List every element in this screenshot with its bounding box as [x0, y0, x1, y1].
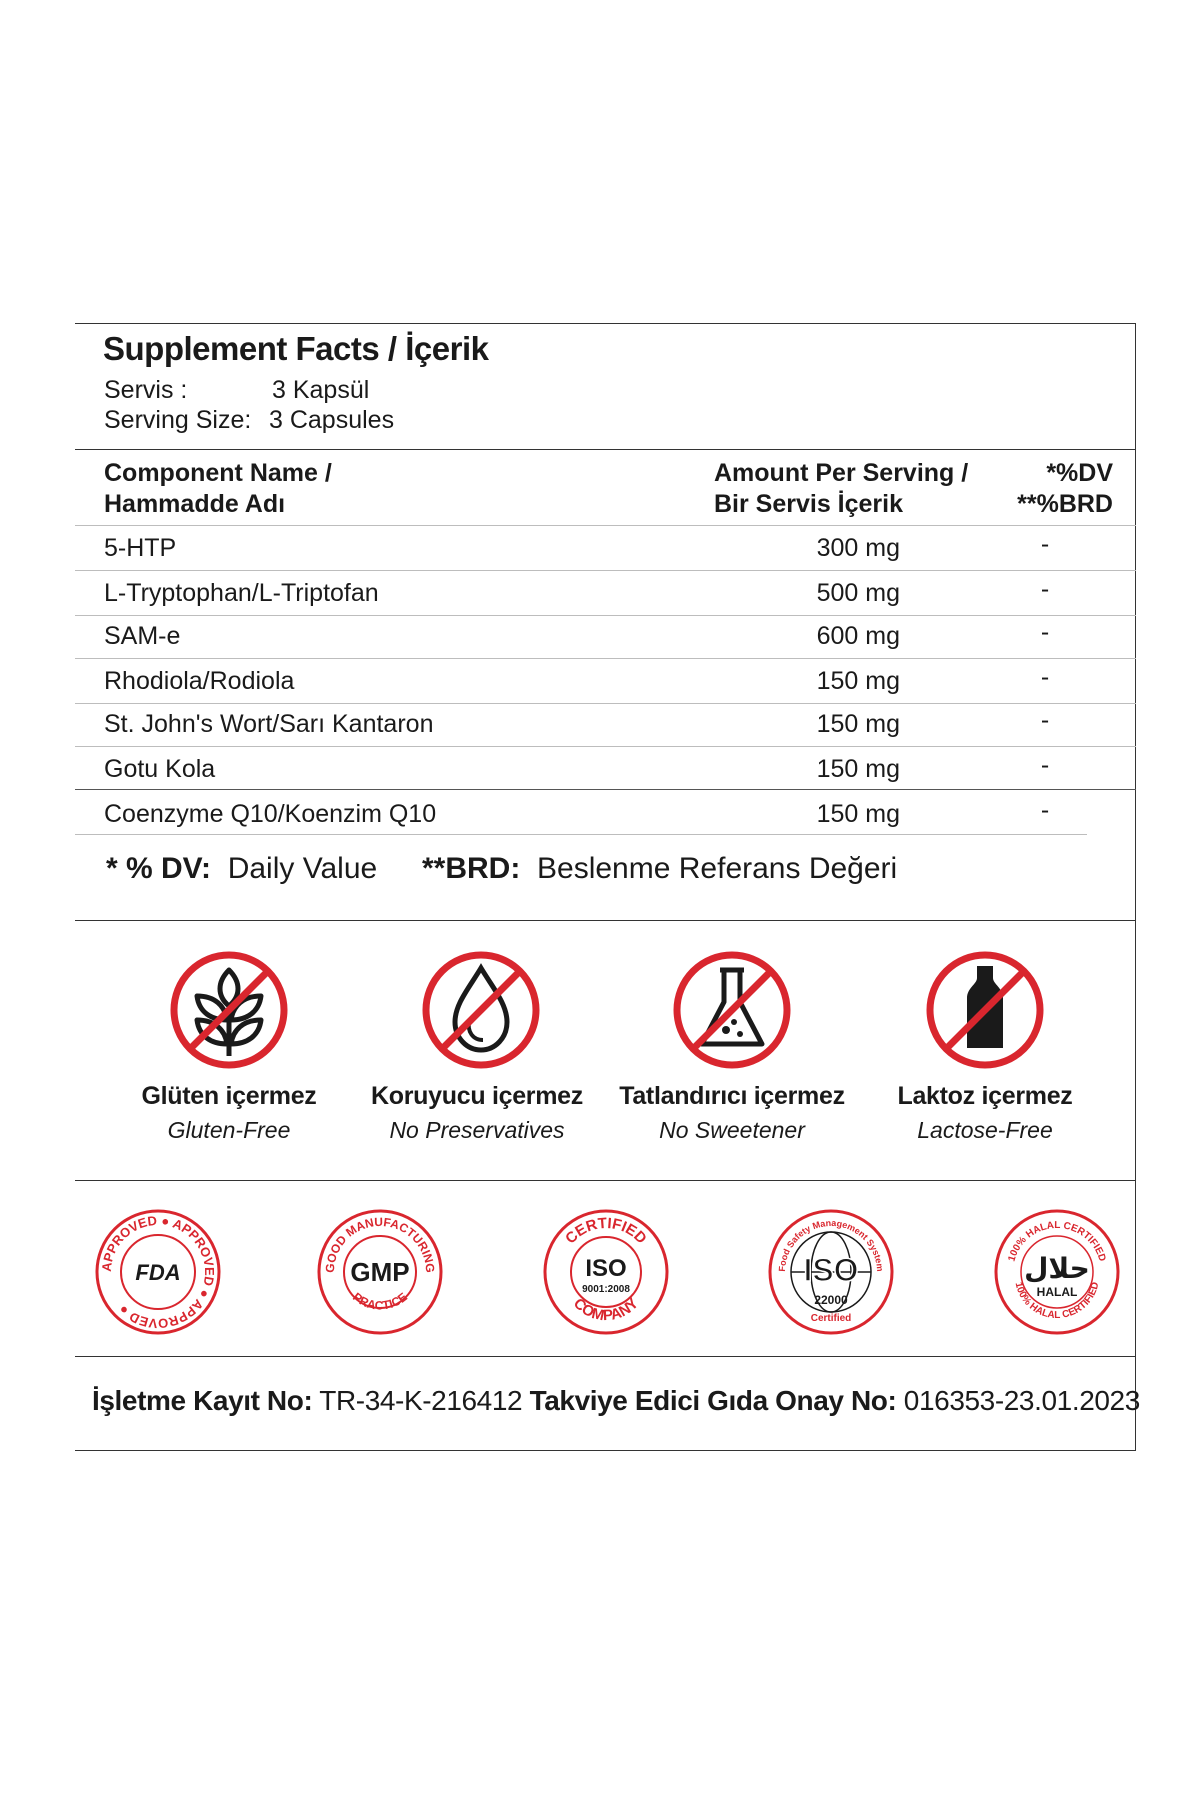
legend-brd-key: **BRD: — [422, 852, 521, 885]
row-amount: 600 mg — [816, 622, 900, 650]
row-dv: - — [1040, 751, 1050, 779]
row-amount: 150 mg — [816, 667, 900, 695]
no-preservatives-icon — [419, 948, 543, 1072]
row-name: Gotu Kola — [104, 755, 216, 783]
no-gluten-icon — [167, 948, 291, 1072]
iso9001-ring-bottom: COMPANY — [570, 1294, 642, 1325]
preservatives-free-en: No Preservatives — [389, 1117, 565, 1143]
row-rule — [75, 746, 1136, 747]
col-header-amount-line2: Bir Servis İçerik — [714, 490, 904, 518]
svg-text:PRACTICE — [350, 1290, 410, 1313]
col-header-amount — [714, 458, 968, 520]
halal-badge — [993, 1208, 1121, 1336]
row-name: L-Tryptophan/L-Triptofan — [104, 579, 379, 607]
registration-footer — [92, 1385, 1140, 1417]
col-header-name — [104, 458, 332, 520]
row-name: Coenzyme Q10/Koenzim Q10 — [104, 800, 437, 828]
row-dv: - — [1040, 530, 1050, 558]
col-header-dv-line2: **%BRD — [1017, 490, 1113, 518]
col-header-name-line2: Hammadde Adı — [104, 490, 286, 518]
col-header-amount-line1: Amount Per Serving / — [714, 459, 969, 487]
row-dv: - — [1040, 618, 1050, 646]
iso22000-sub-text: 22000 — [814, 1293, 848, 1307]
reg-value: TR-34-K-216412 — [319, 1385, 523, 1416]
iso-22000-badge — [767, 1208, 895, 1336]
row-name: St. John's Wort/Sarı Kantaron — [104, 710, 434, 738]
svg-text:COMPANY — [570, 1295, 642, 1324]
halal-arabic-text: حلال — [1024, 1252, 1090, 1285]
row-amount: 300 mg — [816, 534, 900, 562]
row-rule — [75, 658, 1136, 659]
row-dv: - — [1040, 575, 1050, 603]
serving-tr-label: Servis : — [104, 376, 188, 404]
serving-en-label: Serving Size: — [104, 406, 252, 434]
row-amount: 150 mg — [816, 755, 900, 783]
table-header-rule — [75, 525, 1136, 526]
sweetener-free-tr: Tatlandırıcı içermez — [619, 1082, 845, 1110]
page-title: Supplement Facts / İçerik — [103, 330, 489, 367]
iso9001-center-text: ISO — [585, 1255, 627, 1282]
row-amount: 150 mg — [816, 800, 900, 828]
serving-tr-value: 3 Kapsül — [272, 376, 370, 404]
fda-ring-text: APPROVED ● APPROVED ● APPROVED ● — [98, 1212, 218, 1332]
legend-dv-text: Daily Value — [227, 852, 378, 885]
gmp-center-text: GMP — [350, 1257, 410, 1287]
row-name: SAM-e — [104, 622, 181, 650]
legend-dv — [106, 852, 377, 886]
gmp-badge — [316, 1208, 444, 1336]
col-header-name-line1: Component Name / — [104, 459, 332, 487]
reg-label: İşletme Kayıt No: — [92, 1385, 313, 1416]
preservatives-free-tr: Koruyucu içermez — [371, 1082, 583, 1110]
gluten-free-tr: Glüten içermez — [141, 1082, 317, 1110]
approval-label: Takviye Edici Gıda Onay No: — [529, 1385, 897, 1416]
legend-brd — [422, 852, 897, 886]
legend-dv-key: * % DV: — [106, 852, 212, 885]
row-rule — [75, 703, 1136, 704]
row-name: Rhodiola/Rodiola — [104, 667, 295, 695]
no-lactose-icon — [923, 948, 1047, 1072]
iso22000-center-text: ISO — [803, 1252, 859, 1288]
row-name: 5-HTP — [104, 534, 177, 562]
row-dv: - — [1040, 796, 1050, 824]
iso-9001-badge — [542, 1208, 670, 1336]
row-rule — [75, 570, 1136, 571]
iso9001-sub-text: 9001:2008 — [582, 1284, 630, 1295]
section-divider — [75, 920, 1136, 921]
halal-ring-top: 100% HALAL CERTIFIED — [1006, 1219, 1108, 1263]
section-divider — [75, 1180, 1136, 1181]
lactose-free-en: Lactose-Free — [917, 1117, 1053, 1143]
iso22000-bottom-text: Certified — [810, 1313, 852, 1324]
row-amount: 150 mg — [816, 710, 900, 738]
serving-en-value: 3 Capsules — [269, 406, 395, 434]
iso22000-ring-top: Food Safety Management System — [776, 1217, 886, 1272]
row-dv: - — [1040, 663, 1050, 691]
no-sweetener-icon — [670, 948, 794, 1072]
halal-ring-bottom: 100% HALAL CERTIFIED — [1012, 1280, 1102, 1322]
approval-value: 016353-23.01.2023 — [903, 1385, 1140, 1416]
row-dv: - — [1040, 706, 1050, 734]
row-rule — [75, 789, 1136, 790]
halal-center-text: HALAL — [1036, 1285, 1078, 1299]
iso9001-ring-top: CERTIFIED — [562, 1214, 650, 1248]
table-bottom-rule — [75, 834, 1087, 835]
lactose-free-tr: Laktoz içermez — [897, 1082, 1073, 1110]
section-divider — [75, 1356, 1136, 1357]
col-header-dv-line1: *%DV — [1046, 459, 1113, 487]
header-divider — [75, 449, 1136, 450]
fda-approved-badge — [94, 1208, 222, 1336]
col-header-dv — [990, 458, 1113, 520]
gmp-ring-bottom: PRACTICE — [350, 1289, 410, 1313]
gluten-free-en: Gluten-Free — [167, 1117, 291, 1143]
gmp-ring-top: GOOD MANUFACTURING — [322, 1214, 438, 1274]
sweetener-free-en: No Sweetener — [659, 1117, 805, 1143]
legend-brd-text: Beslenme Referans Değeri — [537, 852, 898, 885]
row-rule — [75, 615, 1136, 616]
row-amount: 500 mg — [816, 579, 900, 607]
fda-center-text: FDA — [135, 1260, 181, 1285]
